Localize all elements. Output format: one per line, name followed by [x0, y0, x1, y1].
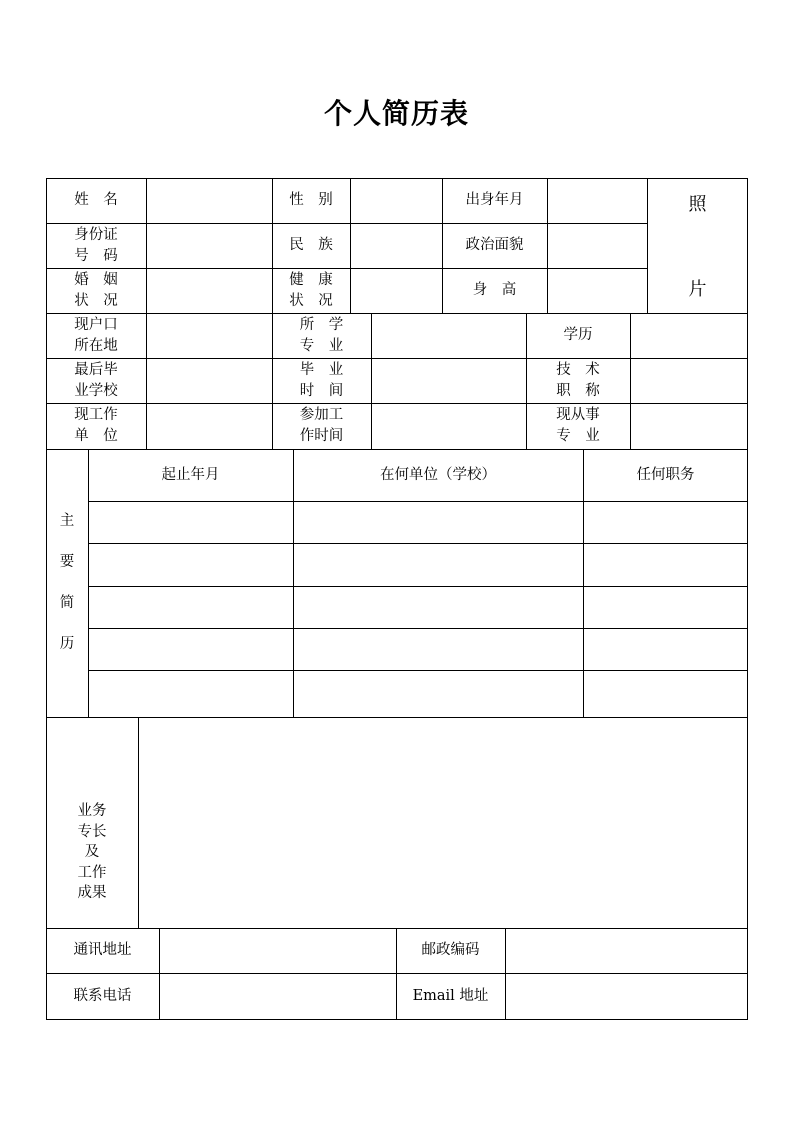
email-field[interactable]	[505, 973, 748, 1020]
ethnicity-label: 民 族	[289, 237, 333, 253]
id-number-field[interactable]	[146, 223, 272, 268]
health-field[interactable]	[350, 268, 442, 313]
photo-label-bottom: 片	[688, 278, 707, 300]
graduation-time-label: 毕 业 时 间	[299, 361, 344, 399]
phone-field[interactable]	[159, 973, 396, 1020]
gender-field[interactable]	[350, 178, 442, 223]
hukou-label: 现户口 所在地	[74, 316, 118, 354]
current-employer-label: 现工作 单 位	[74, 407, 118, 444]
graduated-school-label: 最后毕 业学校	[74, 361, 118, 399]
hukou-field[interactable]	[146, 313, 272, 358]
health-label: 健 康 状 况	[289, 271, 333, 309]
page-title: 个人简历表	[323, 97, 469, 130]
address-field[interactable]	[159, 928, 396, 973]
expertise-field[interactable]	[138, 717, 748, 928]
resume-header-position: 任何职务	[636, 466, 695, 483]
work-start-label: 参加工 作时间	[299, 407, 344, 444]
height-label: 身 高	[472, 282, 517, 298]
phone-label: 联系电话	[73, 988, 132, 1004]
marital-status-field[interactable]	[146, 268, 272, 313]
resume-row[interactable]	[88, 586, 748, 628]
birth-field[interactable]	[547, 178, 647, 223]
current-major-label: 现从事 专 业	[556, 407, 600, 444]
email-label: Email 地址	[412, 988, 489, 1004]
postcode-field[interactable]	[505, 928, 748, 973]
resume-header-employer: 在何单位（学校）	[380, 466, 496, 483]
id-number-label: 身份证 号 码	[74, 226, 118, 264]
address-label: 通讯地址	[73, 942, 132, 958]
education-field[interactable]	[630, 313, 748, 358]
name-field[interactable]	[146, 178, 272, 223]
gender-label: 性 别	[289, 192, 333, 208]
resume-side-label: 主 要 简 历	[59, 513, 75, 653]
photo-label-top: 照	[688, 193, 707, 215]
name-label: 姓 名	[74, 192, 118, 208]
work-start-field[interactable]	[371, 403, 526, 449]
photo-box[interactable]	[647, 178, 748, 313]
current-employer-field[interactable]	[146, 403, 272, 449]
technical-title-label: 技 术 职 称	[556, 361, 600, 399]
resume-header-period: 起止年月	[161, 466, 220, 483]
education-label: 学历	[563, 327, 593, 343]
resume-row[interactable]	[88, 543, 748, 586]
resume-row[interactable]	[88, 670, 748, 717]
graduated-school-field[interactable]	[146, 358, 272, 403]
major-label: 所 学 专 业	[299, 316, 344, 354]
technical-title-field[interactable]	[630, 358, 748, 403]
current-major-field[interactable]	[630, 403, 748, 449]
expertise-label: 业务 专长 及 工作 成果	[77, 803, 107, 902]
birth-label: 出身年月	[465, 192, 524, 208]
resume-row[interactable]	[88, 628, 748, 670]
resume-row[interactable]	[88, 501, 748, 543]
height-field[interactable]	[547, 268, 647, 313]
marital-status-label: 婚 姻 状 况	[74, 271, 118, 309]
political-status-label: 政治面貌	[465, 237, 524, 253]
graduation-time-field[interactable]	[371, 358, 526, 403]
ethnicity-field[interactable]	[350, 223, 442, 268]
postcode-label: 邮政编码	[421, 942, 480, 958]
political-status-field[interactable]	[547, 223, 647, 268]
major-field[interactable]	[371, 313, 526, 358]
